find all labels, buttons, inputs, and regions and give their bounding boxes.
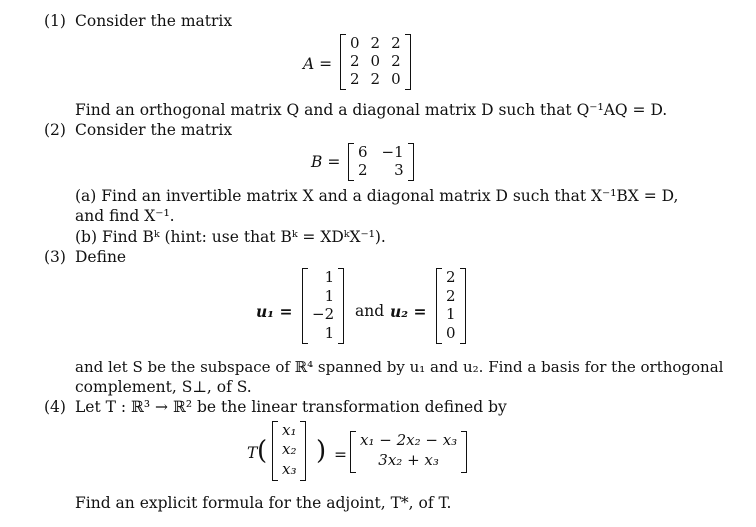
vector-T-output bbox=[350, 431, 467, 473]
p4-T-symbol: T bbox=[247, 444, 258, 462]
p1-intro: Consider the matrix bbox=[75, 12, 233, 30]
matrix-B-cell: −1 bbox=[381, 143, 404, 161]
matrix-A-cell: 2 bbox=[350, 70, 360, 88]
p1-matrix-label: A = bbox=[303, 55, 333, 73]
matrix-A-cell: 0 bbox=[391, 70, 401, 88]
matrix-A-cell: 2 bbox=[391, 52, 401, 70]
p4-paren-right: ) bbox=[316, 436, 327, 466]
p4-number: (4) bbox=[44, 398, 66, 416]
p2-part-a-line2: and find X⁻¹. bbox=[75, 207, 175, 225]
p4-intro: Let T : ℝ³ → ℝ² be the linear transformation defined by bbox=[75, 398, 507, 416]
vector-u1 bbox=[302, 268, 344, 344]
vector-x bbox=[272, 421, 306, 481]
vector-u1-label: u₁ = bbox=[256, 302, 293, 321]
vector-u2 bbox=[436, 268, 466, 344]
p4-task: Find an explicit formula for the adjoint, T*, of T. bbox=[75, 494, 452, 512]
vector-T-output-entry: x₁ − 2x₂ − x₃ bbox=[360, 431, 458, 449]
vector-u1-entry: 1 bbox=[324, 323, 335, 342]
p2-intro: Consider the matrix bbox=[75, 121, 233, 139]
vector-u2-label: u₂ = bbox=[390, 302, 427, 321]
vector-u2-entry: 2 bbox=[446, 268, 456, 286]
p1-number: (1) bbox=[44, 12, 66, 30]
p2-matrix-label: B = bbox=[311, 153, 341, 171]
vector-u1-entry: 1 bbox=[324, 268, 335, 286]
p3-number: (3) bbox=[44, 248, 66, 266]
vector-u2-entry: 2 bbox=[446, 286, 456, 305]
matrix-A bbox=[340, 34, 411, 90]
matrix-A-cell: 0 bbox=[370, 52, 381, 70]
matrix-B-cell: 2 bbox=[358, 161, 368, 179]
vector-x-entry: x₁ bbox=[282, 421, 297, 439]
p2-part-a-line1: (a) Find an invertible matrix X and a diagonal matrix D such that X⁻¹BX = D, bbox=[75, 187, 679, 205]
vector-u2-entry: 1 bbox=[446, 305, 456, 323]
p3-text-line1: and let S be the subspace of ℝ⁴ spanned by u₁ and u₂. Find a basis for the orthogonal bbox=[75, 358, 724, 376]
p3-text-line2: complement, S⊥, of S. bbox=[75, 378, 252, 396]
matrix-A-cell: 2 bbox=[350, 52, 360, 70]
p3-intro: Define bbox=[75, 248, 127, 266]
p2-number: (2) bbox=[44, 121, 66, 139]
matrix-B bbox=[348, 143, 414, 181]
matrix-B-cell: 3 bbox=[394, 161, 404, 179]
matrix-B-cell: 6 bbox=[358, 143, 368, 161]
vector-u1-entry: −2 bbox=[312, 305, 335, 323]
p4-equals: = bbox=[334, 446, 347, 464]
vector-T-output-entry: 3x₂ + x₃ bbox=[378, 451, 439, 469]
matrix-A-cell: 2 bbox=[391, 34, 401, 52]
p2-part-b: (b) Find Bᵏ (hint: use that Bᵏ = XDᵏX⁻¹). bbox=[75, 228, 386, 246]
p3-and: and bbox=[355, 302, 385, 320]
vector-x-entry: x₂ bbox=[282, 440, 297, 459]
matrix-A-cell: 0 bbox=[350, 34, 360, 52]
vector-x-entry: x₃ bbox=[282, 459, 297, 478]
vector-u2-entry: 0 bbox=[446, 323, 456, 342]
vector-u1-entry: 1 bbox=[324, 286, 335, 305]
p4-paren-left: ( bbox=[257, 436, 268, 466]
p1-task: Find an orthogonal matrix Q and a diagonal matrix D such that Q⁻¹AQ = D. bbox=[75, 101, 668, 119]
matrix-A-cell: 2 bbox=[370, 34, 381, 52]
matrix-A-cell: 2 bbox=[370, 70, 381, 88]
